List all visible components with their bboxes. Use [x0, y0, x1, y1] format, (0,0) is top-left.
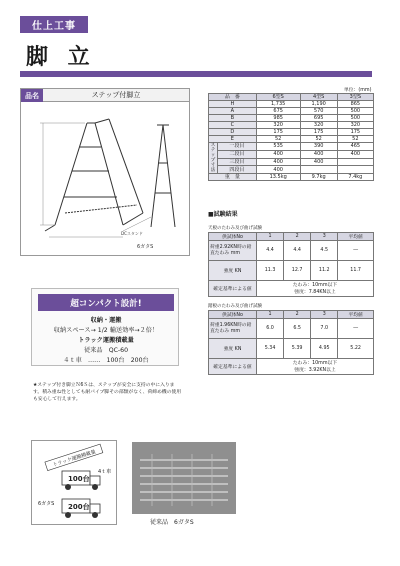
truck-illustration: [32, 441, 116, 524]
test-cell: 5.39: [284, 339, 311, 359]
spec-cell: 400: [337, 150, 373, 158]
photo-caption: 従来品 6ガタS: [150, 519, 194, 526]
product-name-label: 品名: [21, 89, 43, 102]
spec-row-label: 一段目: [218, 143, 257, 151]
spec-cell: 175: [256, 129, 300, 136]
test-cell: 12.7: [284, 261, 311, 281]
spec-cell: [300, 166, 337, 174]
spec-header-cell: 品 番: [209, 94, 257, 101]
spec-row-label: 二段目: [218, 150, 257, 158]
test-header-cell: 平均値: [338, 233, 374, 241]
spec-cell: 400: [256, 158, 300, 166]
spec-step-row: [209, 166, 374, 174]
test-cell: 6.0: [257, 319, 284, 339]
page-title: 脚 立: [26, 45, 96, 70]
spec-row: [209, 115, 374, 122]
spec-cell: 400: [300, 150, 337, 158]
spec-row: [209, 108, 374, 115]
spec-row-label: C: [209, 122, 257, 129]
test-row: [209, 261, 374, 281]
spec-row: [209, 122, 374, 129]
test2-table: [208, 310, 374, 375]
spec-row-label: 三段目: [218, 158, 257, 166]
test-cell: ―: [338, 319, 374, 339]
spec-cell: 570: [300, 108, 337, 115]
test-row-label: 荷重1.96KN時の鉛直たわみ mm: [209, 319, 257, 339]
spec-cell: 175: [337, 129, 373, 136]
test-header-cell: 2: [284, 311, 311, 319]
test2-caption: 踏板のたわみ及び曲げ試験: [208, 304, 262, 309]
compact-line: 収納スペース→ 1/2 輸送効率→２倍！: [53, 327, 159, 334]
spec-cell: 865: [337, 101, 373, 108]
spec-step-row: [209, 143, 374, 151]
truck-bottom-value: 200台: [68, 503, 90, 511]
test-header-cell: 3: [311, 233, 338, 241]
spec-cell: 9.7kg: [300, 174, 337, 181]
spec-cell: 1,735: [256, 101, 300, 108]
spec-cell: 465: [337, 143, 373, 151]
test-std-line: たわみ：10mm以下: [292, 360, 338, 366]
compact-line: トラック運搬積載量: [78, 337, 134, 344]
spec-cell: [337, 166, 373, 174]
test-row: [209, 339, 374, 359]
truck-bottom-label: 6ガタS: [38, 501, 55, 507]
test-header-cell: 2: [284, 233, 311, 241]
test-header-cell: 1: [257, 233, 284, 241]
test-row: [209, 319, 374, 339]
test-cell: 4.4: [284, 241, 311, 261]
step-group-label: ステップ寸法: [209, 143, 218, 174]
spec-cell: 675: [256, 108, 300, 115]
spec-cell: 535: [256, 143, 300, 151]
compact-line: 収納・運搬: [90, 317, 122, 324]
test-cell: 11.2: [311, 261, 338, 281]
spec-row-label: H: [209, 101, 257, 108]
spec-cell: 7.4kg: [337, 174, 373, 181]
spec-cell: 500: [337, 108, 373, 115]
spec-cell: 390: [300, 143, 337, 151]
ladder-drawing-label: 6ガタS: [137, 244, 154, 250]
spec-step-row: [209, 158, 374, 166]
truck-top-label: 4ｔ車: [98, 469, 112, 475]
test-cell: 4.4: [257, 241, 284, 261]
spec-cell: 52: [300, 136, 337, 143]
spec-row-label: A: [209, 108, 257, 115]
test1-caption: 天板のたわみ及び曲げ試験: [208, 226, 262, 231]
test-std-line: 強度：3.92KN以上: [294, 367, 336, 373]
truck-capacity-box: [31, 440, 117, 525]
spec-cell: 175: [300, 129, 337, 136]
spec-row-label: D: [209, 129, 257, 136]
ladder-drawing-sublabel: DCスタンド: [121, 231, 143, 236]
spec-row-label: B: [209, 115, 257, 122]
test-cell: 11.7: [338, 261, 374, 281]
spec-cell: 320: [300, 122, 337, 129]
test-std-line: たわみ：10mm以下: [292, 282, 338, 288]
test-header-row: [209, 233, 374, 241]
truck-banner: トラック運搬積載量: [52, 448, 97, 469]
spec-row: [209, 101, 374, 108]
spec-header-cell: 3型S: [337, 94, 373, 101]
test-std-label: 確定基準による値: [209, 359, 257, 375]
test-header-cell: 平均値: [338, 311, 374, 319]
test-header-cell: 1: [257, 311, 284, 319]
stacked-ladders-photo: [132, 442, 236, 514]
test-row-label: 強度 KN: [209, 261, 257, 281]
test-header-cell: 供試体No: [209, 311, 257, 319]
spec-cell: 400: [256, 150, 300, 158]
test-row-label: 強度 KN: [209, 339, 257, 359]
test-std-row: [209, 359, 374, 375]
title-underline: [20, 71, 372, 77]
spec-cell: 400: [300, 158, 337, 166]
spec-header-cell: 4型S: [300, 94, 337, 101]
spec-cell: 52: [256, 136, 300, 143]
test-header-cell: 3: [311, 311, 338, 319]
test-cell: ―: [338, 241, 374, 261]
test-cell: 4.95: [311, 339, 338, 359]
spec-row: [209, 136, 374, 143]
spec-weight-row: [209, 174, 374, 181]
test-std-values: [257, 281, 374, 297]
test-std-label: 確定基準による値: [209, 281, 257, 297]
spec-cell: 320: [256, 122, 300, 129]
test-header-cell: 供試体No: [209, 233, 257, 241]
spec-row-label: 重 量: [209, 174, 257, 181]
test1-table: [208, 232, 374, 297]
spec-row: [209, 129, 374, 136]
test-cell: 4.5: [311, 241, 338, 261]
spec-cell: 52: [337, 136, 373, 143]
ladder-drawing: [25, 105, 185, 253]
test-cell: 7.0: [311, 319, 338, 339]
test-cell: 5.22: [338, 339, 374, 359]
compact-line: 従来品 QC-60: [83, 347, 129, 354]
test-cell: 5.34: [257, 339, 284, 359]
spec-cell: 1,190: [300, 101, 337, 108]
product-name-row: [21, 89, 189, 102]
test-std-row: [209, 281, 374, 297]
compact-design-box: [31, 288, 179, 366]
spec-step-row: [209, 150, 374, 158]
test-cell: 11.3: [257, 261, 284, 281]
compact-heading: 超コンパクト設計!: [38, 294, 174, 311]
test-cell: 6.5: [284, 319, 311, 339]
spec-header-row: [209, 94, 374, 101]
spec-cell: 695: [300, 115, 337, 122]
test-row: [209, 241, 374, 261]
notes-text: ★ステップ付き脚立Ｎ6Ｓは、ステップが安全に支持の中に入ります。積み重ね性としても耐パイプ脚その部類がなく、荷締め機の使用も安心して行えます。: [33, 383, 182, 402]
spec-cell: 320: [337, 122, 373, 129]
spec-cell: 400: [256, 166, 300, 174]
spec-cell: 13.5kg: [256, 174, 300, 181]
spec-cell: 500: [337, 115, 373, 122]
test-std-values: [257, 359, 374, 375]
spec-table: [208, 93, 374, 181]
spec-cell: [337, 158, 373, 166]
product-name: ステップ付脚立: [43, 89, 189, 102]
photo-image: [132, 442, 236, 514]
compact-line: ４ｔ車 …… 100台 200台: [63, 357, 149, 364]
product-box: [20, 88, 190, 256]
truck-top-value: 100台: [68, 475, 90, 483]
test-header-row: [209, 311, 374, 319]
test-std-line: 強度：7.84KN以上: [294, 289, 336, 295]
spec-header-cell: 6型S: [256, 94, 300, 101]
spec-row-label: E: [209, 136, 257, 143]
spec-row-label: 四段目: [218, 166, 257, 174]
test-section-title: ■試験結果: [208, 211, 238, 218]
test-row-label: 荷重2.92KN時の鉛直たわみ mm: [209, 241, 257, 261]
spec-cell: 985: [256, 115, 300, 122]
category-label: 仕上工事: [20, 16, 88, 33]
unit-note: 単位：(mm): [344, 88, 372, 93]
